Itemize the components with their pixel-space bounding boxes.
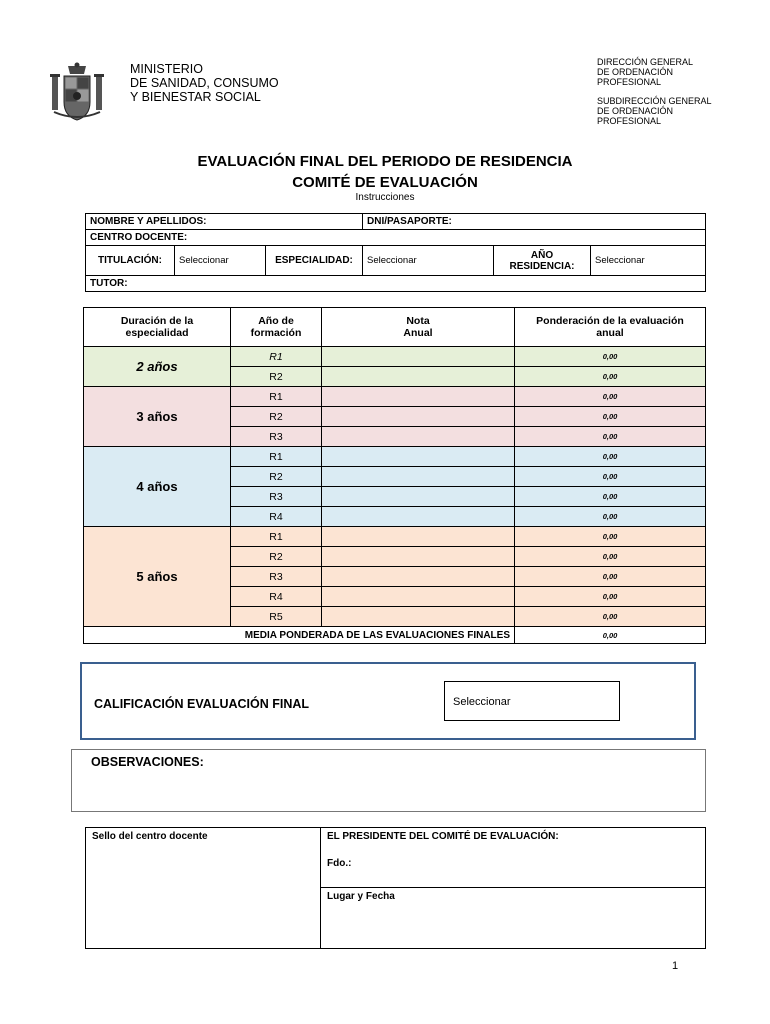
nota-input[interactable]	[322, 607, 515, 627]
media-ponderada-label: MEDIA PONDERADA DE LAS EVALUACIONES FINALES	[84, 627, 515, 644]
ponderacion-value: 0,00	[515, 427, 706, 447]
year-label: R3	[231, 567, 322, 587]
titulacion-select[interactable]: Seleccionar	[175, 246, 266, 276]
year-label: R1	[231, 347, 322, 367]
year-label: R1	[231, 387, 322, 407]
header-line: Nota	[406, 315, 430, 327]
presidente-label: EL PRESIDENTE DEL COMITÉ DE EVALUACIÓN:	[327, 831, 559, 842]
nota-input[interactable]	[322, 347, 515, 367]
year-label: R4	[231, 507, 322, 527]
header-line: Año de	[258, 315, 294, 327]
ponderacion-value: 0,00	[515, 567, 706, 587]
nota-input[interactable]	[322, 527, 515, 547]
header-anio	[231, 308, 322, 347]
lugar-fecha-label: Lugar y Fecha	[327, 891, 395, 902]
calificacion-select[interactable]	[444, 681, 620, 721]
page-number: 1	[672, 960, 679, 972]
ponderacion-value: 0,00	[515, 467, 706, 487]
dni-label: DNI/PASAPORTE:	[367, 216, 452, 227]
ponderacion-value: 0,00	[515, 387, 706, 407]
header-line: especialidad	[125, 327, 189, 339]
year-label: R5	[231, 607, 322, 627]
especialidad-label: ESPECIALIDAD:	[266, 246, 363, 276]
lugar-fecha-field[interactable]	[321, 888, 706, 949]
year-label: R2	[231, 547, 322, 567]
tutor-label: TUTOR:	[90, 278, 128, 289]
nota-input[interactable]	[322, 587, 515, 607]
nota-input[interactable]	[322, 567, 515, 587]
calificacion-panel	[80, 662, 696, 740]
nota-input[interactable]	[322, 387, 515, 407]
nota-input[interactable]	[322, 367, 515, 387]
tutor-field[interactable]	[86, 276, 706, 292]
ministry-line: MINISTERIO	[130, 62, 203, 76]
ponderacion-value: 0,00	[515, 447, 706, 467]
observaciones-label: OBSERVACIONES:	[91, 755, 204, 769]
duration-2-years: 2 años	[84, 347, 231, 387]
ponderacion-value: 0,00	[515, 527, 706, 547]
ponderacion-value: 0,00	[515, 367, 706, 387]
year-label: R2	[231, 367, 322, 387]
resident-info-table	[85, 213, 706, 292]
titulacion-label: TITULACIÓN:	[86, 246, 175, 276]
subdirection-line: DE ORDENACIÓN	[597, 106, 674, 116]
document-subtitle: COMITÉ DE EVALUACIÓN	[292, 174, 478, 191]
header-line: Duración de la	[120, 315, 194, 327]
anio-residencia-select[interactable]: Seleccionar	[591, 246, 706, 276]
nota-input[interactable]	[322, 447, 515, 467]
dni-field[interactable]	[363, 214, 706, 230]
year-label: R1	[231, 447, 322, 467]
presidente-field[interactable]	[321, 828, 706, 888]
nombre-label: NOMBRE Y APELLIDOS:	[90, 216, 207, 227]
ponderacion-value: 0,00	[515, 547, 706, 567]
header-line: anual	[596, 327, 624, 339]
observaciones-box[interactable]	[71, 749, 706, 812]
sello-label: Sello del centro docente	[92, 831, 208, 842]
direction-block	[597, 57, 712, 126]
calificacion-select-value: Seleccionar	[453, 696, 511, 708]
header-duracion	[84, 308, 231, 347]
media-ponderada-value: 0,00	[515, 627, 706, 644]
subdirection-line: PROFESIONAL	[597, 116, 662, 126]
nota-input[interactable]	[322, 467, 515, 487]
signature-table	[85, 827, 706, 949]
year-label: R2	[231, 467, 322, 487]
instructions-link[interactable]: Instrucciones	[355, 192, 415, 203]
centro-field[interactable]	[86, 230, 706, 246]
header-ponderacion	[515, 308, 706, 347]
duration-4-years: 4 años	[84, 447, 231, 527]
year-label: R1	[231, 527, 322, 547]
ponderacion-value: 0,00	[515, 407, 706, 427]
ponderacion-value: 0,00	[515, 487, 706, 507]
year-label: R2	[231, 407, 322, 427]
grades-table	[83, 307, 706, 644]
year-label: R3	[231, 487, 322, 507]
nota-input[interactable]	[322, 407, 515, 427]
ponderacion-value: 0,00	[515, 587, 706, 607]
document-title: EVALUACIÓN FINAL DEL PERIODO DE RESIDENCIA	[197, 153, 573, 170]
coat-of-arms-icon	[50, 62, 104, 124]
ministry-name	[130, 62, 279, 104]
header-nota	[322, 308, 515, 347]
anio-label-line: RESIDENCIA:	[509, 260, 575, 272]
centro-label: CENTRO DOCENTE:	[90, 232, 188, 243]
nota-input[interactable]	[322, 547, 515, 567]
direction-line: PROFESIONAL	[597, 77, 662, 87]
nota-input[interactable]	[322, 507, 515, 527]
ministry-line: DE SANIDAD, CONSUMO	[130, 76, 279, 90]
direction-line: DIRECCIÓN GENERAL	[597, 57, 694, 67]
duration-5-years: 5 años	[84, 527, 231, 627]
ponderacion-value: 0,00	[515, 507, 706, 527]
header-line: formación	[250, 327, 302, 339]
year-label: R3	[231, 427, 322, 447]
ponderacion-value: 0,00	[515, 347, 706, 367]
year-label: R4	[231, 587, 322, 607]
header-line: Anual	[403, 327, 433, 339]
especialidad-select[interactable]: Seleccionar	[363, 246, 494, 276]
nota-input[interactable]	[322, 427, 515, 447]
nota-input[interactable]	[322, 487, 515, 507]
subdirection-line: SUBDIRECCIÓN GENERAL	[597, 96, 712, 106]
calificacion-label: CALIFICACIÓN EVALUACIÓN FINAL	[94, 697, 310, 711]
anio-residencia-label	[494, 246, 591, 276]
direction-line: DE ORDENACIÓN	[597, 67, 674, 77]
ministry-line: Y BIENESTAR SOCIAL	[130, 90, 261, 104]
ponderacion-value: 0,00	[515, 607, 706, 627]
fdo-label: Fdo.:	[327, 858, 352, 869]
anio-label-line: AÑO	[530, 249, 554, 261]
duration-3-years: 3 años	[84, 387, 231, 447]
header-line: Ponderación de la evaluación	[536, 315, 684, 327]
sello-field[interactable]	[86, 828, 321, 949]
nombre-field[interactable]	[86, 214, 363, 230]
